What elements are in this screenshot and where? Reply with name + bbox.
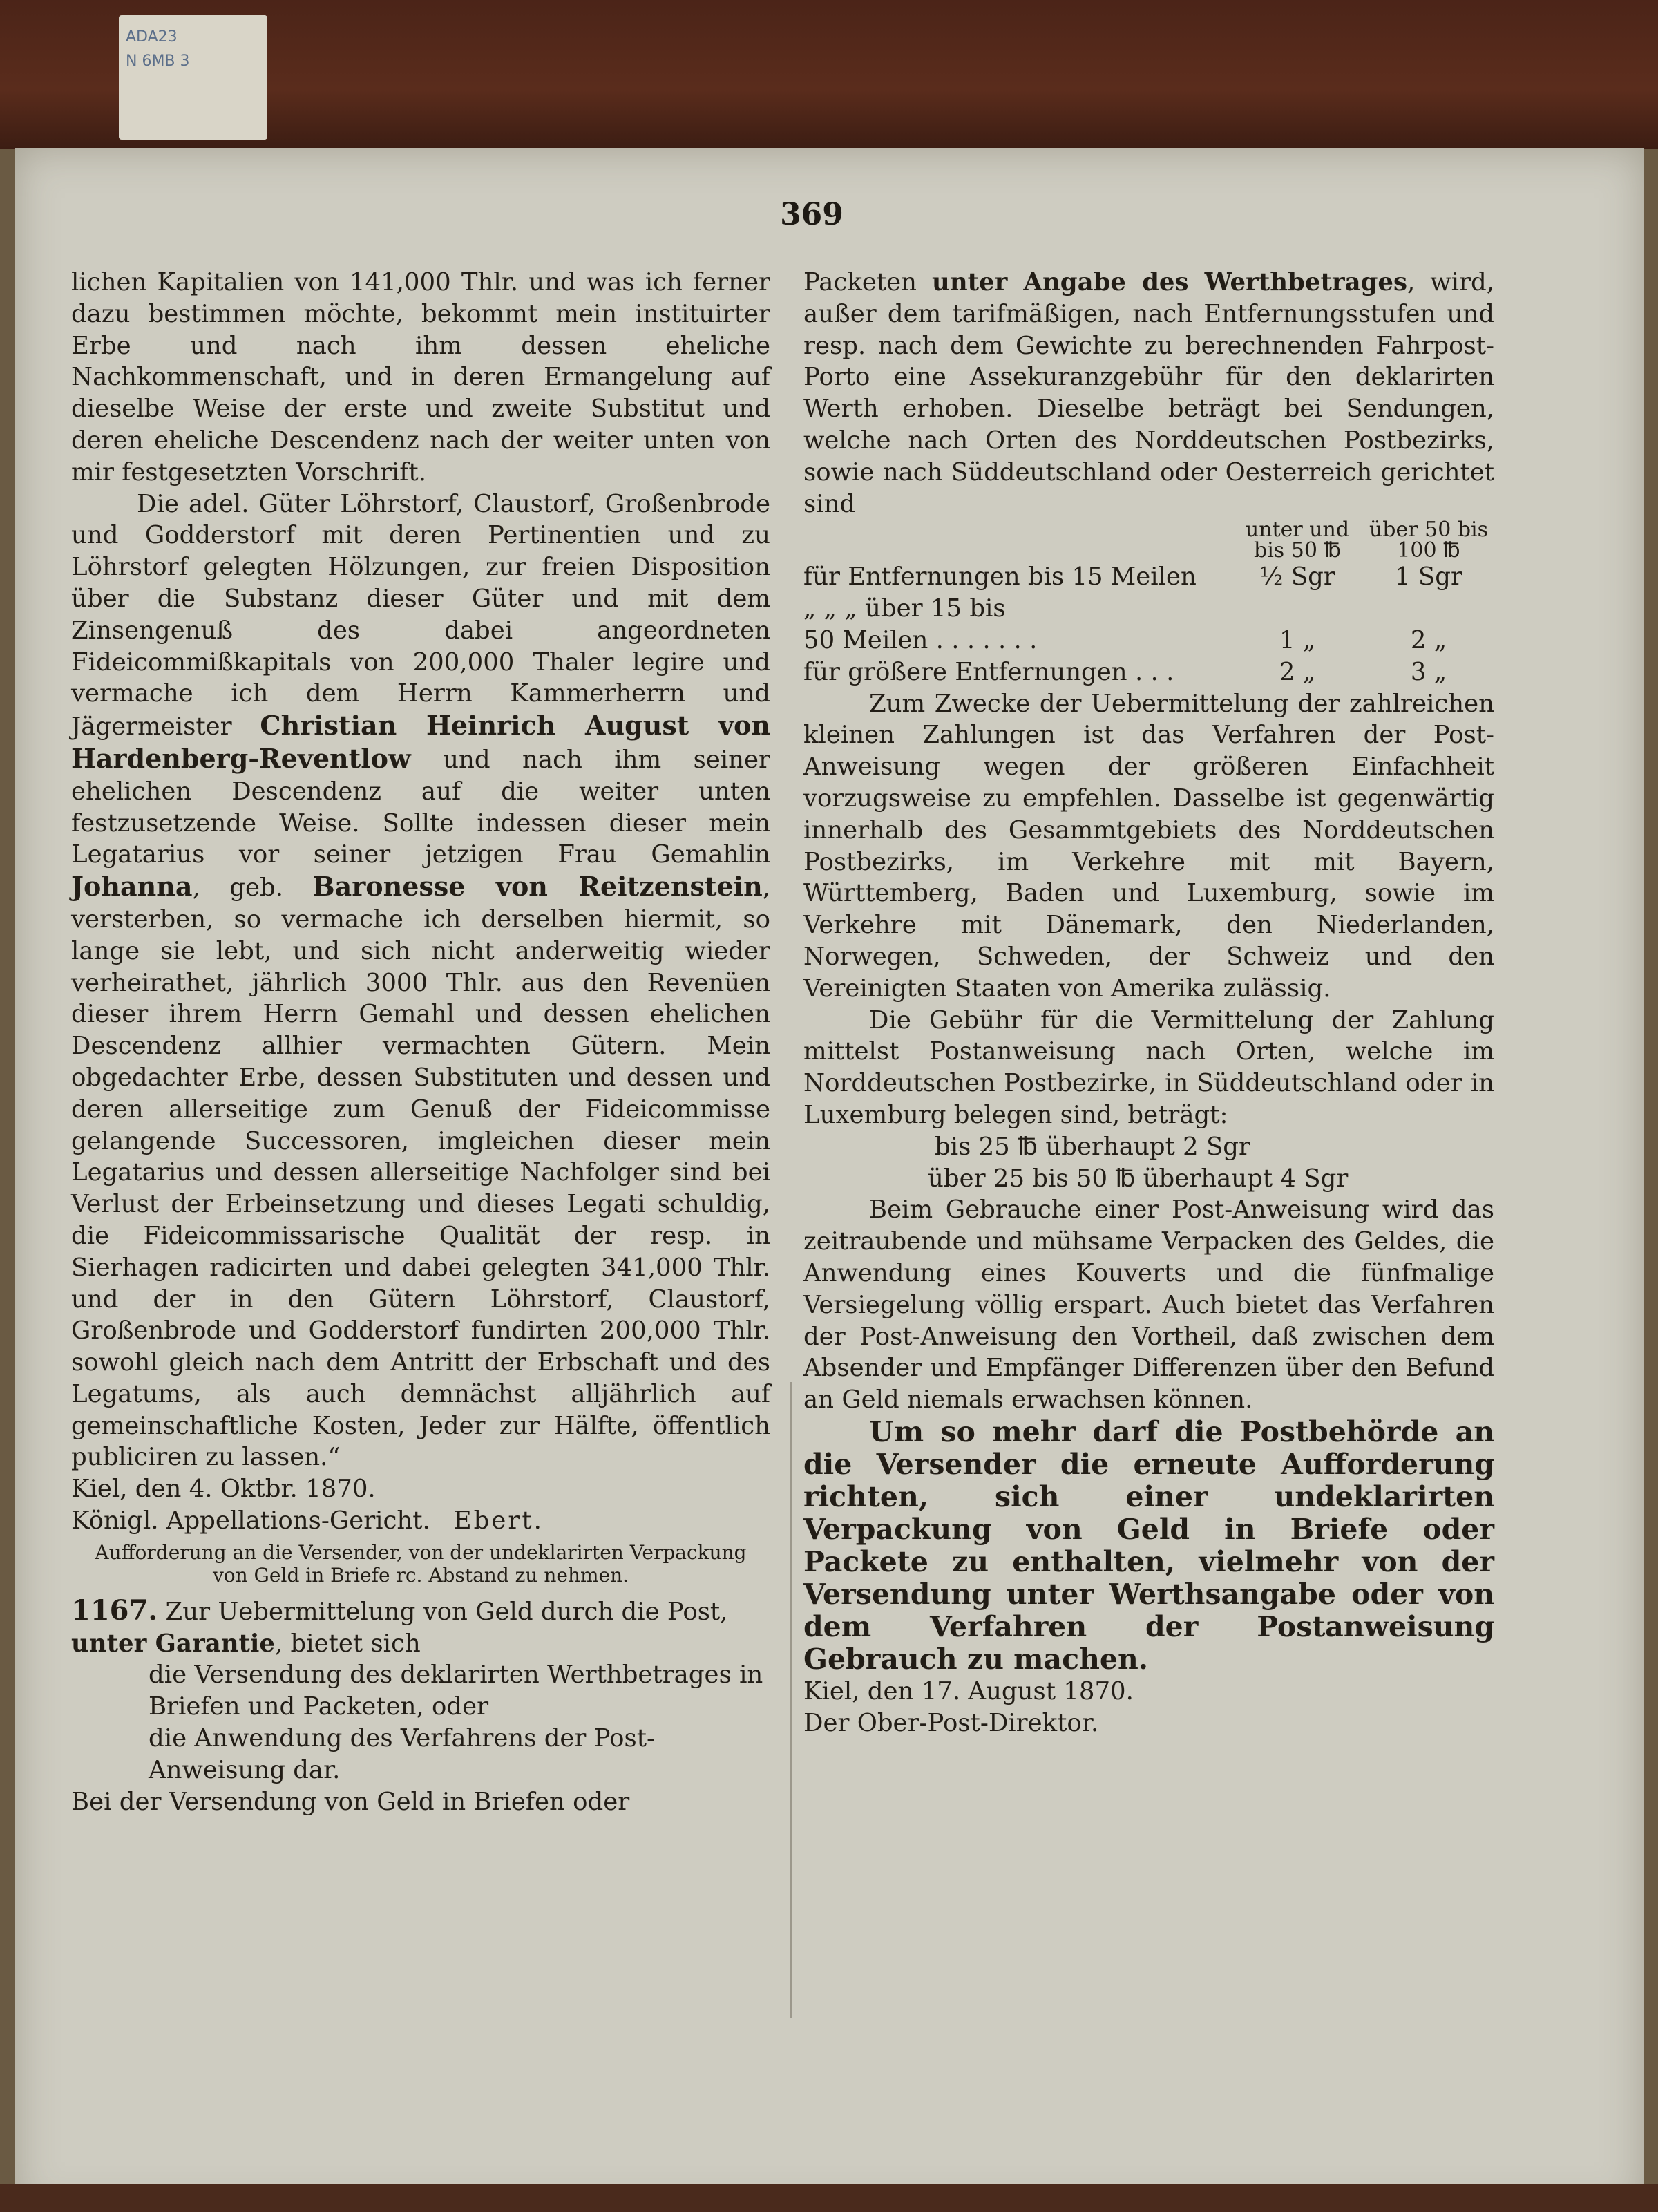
paragraph: Bei der Versendung von Geld in Briefen oder (71, 1787, 630, 1816)
table-cell: 50 Meilen . . . . . . . (803, 625, 1038, 654)
text-span: Zur Uebermittelung von Geld durch die Post, (158, 1597, 728, 1626)
text-span: , wird, außer dem tarifmäßigen, nach Entfernungsstufen und resp. nach dem Gewichte zu berechnenden Fahrpost-Porto eine Assekuranzgebühr für den deklarirten Werth erhoben. Dieselbe beträgt bei Sendungen, welche nach Orten des Norddeutschen Postbezirks, sowie nach Süddeutschland oder Oesterreich gerichtet sind (803, 268, 1494, 518)
book-binding-bottom (0, 2184, 1658, 2212)
table-cell: 1 Sgr (1395, 563, 1462, 592)
table-corner (803, 520, 1232, 561)
fee-line: über 25 bis 50 ℔ überhaupt 4 Sgr (928, 1164, 1349, 1193)
table-cell: für Entfernungen bis 15 Meilen (803, 563, 1197, 592)
table-cell (1232, 593, 1363, 625)
left-column (71, 267, 770, 1817)
fee-line: bis 25 ℔ überhaupt 2 Sgr (935, 1132, 1250, 1161)
text-span: , bietet sich (274, 1629, 421, 1658)
paragraph: Zum Zwecke der Uebermittelung der zahlreichen kleinen Zahlungen ist das Verfahren der Post-Anweisung wegen der größeren Einfachheit vorzugsweise zu empfehlen. Dasselbe ist gegenwärtig innerhalb des Gesammtgebiets des Norddeutschen Postbezirks, im Verkehre mit mit Bayern, Württemberg, Baden und Luxemburg, sowie im Verkehre mit Dänemark, den Niederlanden, Norwegen, Schweden, der Schweiz und den Vereinigten Staaten von Amerika zulässig. (803, 689, 1494, 1003)
page-number: 369 (780, 197, 844, 232)
table-row (803, 561, 1494, 593)
library-label-line: ADA23 (126, 28, 178, 46)
date-line: Kiel, den 17. August 1870. (803, 1676, 1134, 1705)
table-cell (1363, 593, 1494, 625)
table-cell: 1 „ (1279, 625, 1316, 654)
column-rule (790, 1382, 792, 2018)
table-cell: ½ Sgr (1259, 563, 1335, 592)
text-span: , versterben, so vermache ich derselben hiermit, so lange sie lebt, und sich nicht anderweitig wieder verheirathet, jährlich 3000 Thlr. aus den Revenüen dieser ihrem Herrn Gemahl und dessen ehelichen Descendenz allhier vermachten Gütern. Mein obgedachter Erbe, dessen Substituten und dessen und deren allerseitige zum Genuß der Fideicommisse gelangende Successoren, imgleichen dieser mein Legatarius und dessen allerseitige Nachfolger sind bei Verlust der Erbeinsetzung und dieses Legati schuldig, die Fideicommissarische Qualität der resp. in Sierhagen radicirten und dabei gelegten 341,000 Thlr. und der in den Gütern Löhrstorf, Claustorf, Großenbrode und Godderstorf fundirten 200,000 Thlr. sowohl gleich nach dem Antritt der Erbschaft und des Legatums, als auch demnächst alljährlich auf gemeinschaftliche Kosten, Jeder zur Hälfte, öffentlich publiciren zu lassen.“ (71, 873, 770, 1472)
person-name: Johanna (71, 871, 193, 902)
text-span: Packeten (803, 268, 933, 296)
paragraph: Die Gebühr für die Vermittelung der Zahlung mittelst Postanweisung nach Orten, welche im Norddeutschen Postbezirke, in Süddeutschland oder in Luxemburg belegen sind, beträgt: (803, 1005, 1494, 1129)
table-header: unter und bis 50 ℔ (1245, 518, 1350, 563)
table-cell: für größere Entfernungen . . . (803, 657, 1174, 686)
court-name: Königl. Appellations-Gericht. (71, 1506, 430, 1535)
signer-name: Ebert. (453, 1506, 544, 1535)
person-name: Christian Heinrich August von Hardenberg-Reventlow (71, 710, 770, 774)
table-cell: „ „ „ über 15 bis (803, 594, 1006, 623)
table-cell: 2 „ (1410, 625, 1447, 654)
person-name: Baronesse von Reitzenstein (312, 871, 763, 902)
emphasis: unter Garantie (71, 1629, 275, 1658)
fee-table (803, 520, 1494, 688)
closing-statement: Um so mehr darf die Postbehörde an die Versender die erneute Aufforderung richten, sich einer undeklarirten Verpackung von Geld in Briefe oder Packete zu enthalten, vielmehr von der Versendung unter Werthsangabe oder von dem Verfahren der Postanweisung Gebrauch zu machen. (803, 1415, 1494, 1676)
emphasis: unter Angabe des Werthbetrages (932, 268, 1407, 296)
paragraph: Beim Gebrauche einer Post-Anweisung wird das zeitraubende und mühsame Verpacken des Geldes, die Anwendung eines Kouverts und die fünfmalige Versiegelung völlig erspart. Auch bietet das Verfahren der Post-Anweisung den Vortheil, daß zwischen dem Absender und Empfänger Differenzen über den Befund an Geld niemals erwachsen können. (803, 1195, 1494, 1415)
table-row (803, 593, 1494, 625)
court-signature (71, 1505, 770, 1537)
signer-name: Der Ober-Post-Direktor. (803, 1708, 1099, 1737)
list-item: die Versendung des deklarirten Werthbetrages in Briefen und Packeten, oder (149, 1661, 763, 1721)
section-notice: Aufforderung an die Versender, von der undeklarirten Verpackung von Geld in Briefe rc. Abstand zu nehmen. (95, 1540, 747, 1587)
table-row (803, 656, 1494, 688)
date-line: Kiel, den 4. Oktbr. 1870. (71, 1475, 376, 1504)
section-number: 1167. (71, 1594, 158, 1627)
library-label (119, 15, 267, 140)
text-span: , geb. (192, 873, 313, 902)
text-span: und nach ihm seiner ehelichen Descendenz auf die weiter unten festzusetzende Weise. Sollte indessen dieser mein Legatarius vor seiner jetzigen Frau Gemahlin (71, 745, 770, 869)
table-row (803, 625, 1494, 656)
table-cell: 2 „ (1279, 657, 1316, 686)
table-header: über 50 bis 100 ℔ (1369, 518, 1489, 563)
list-item: die Anwendung des Verfahrens der Post-Anweisung dar. (149, 1724, 655, 1784)
library-label-line: N 6MB 3 (126, 53, 190, 70)
section-paragraph (71, 1595, 770, 1660)
paragraph (803, 267, 1494, 520)
paragraph (71, 489, 770, 1474)
paragraph: lichen Kapitalien von 141,000 Thlr. und was ich ferner dazu bestimmen möchte, bekommt mein instituirter Erbe und nach ihm dessen eheliche Nachkommenschaft, und in deren Ermangelung auf dieselbe Weise der erste und zweite Substitut und deren eheliche Descendenz nach der weiter unten von mir festgesetzten Vorschrift. (71, 268, 770, 486)
text-span: Die adel. Güter Löhrstorf, Claustorf, Großenbrode und Godderstorf mit deren Pertinentien und zu Löhrstorf gelegten Hölzungen, zur freien Disposition über die Substanz dieser Güter und mit dem Zinsengenuß des dabei angeordneten Fideicommißkapitals von 200,000 Thaler legire und vermache ich dem Herrn Kammerherrn und Jägermeister (71, 489, 770, 741)
table-cell: 3 „ (1410, 657, 1447, 686)
right-column (803, 267, 1494, 1739)
